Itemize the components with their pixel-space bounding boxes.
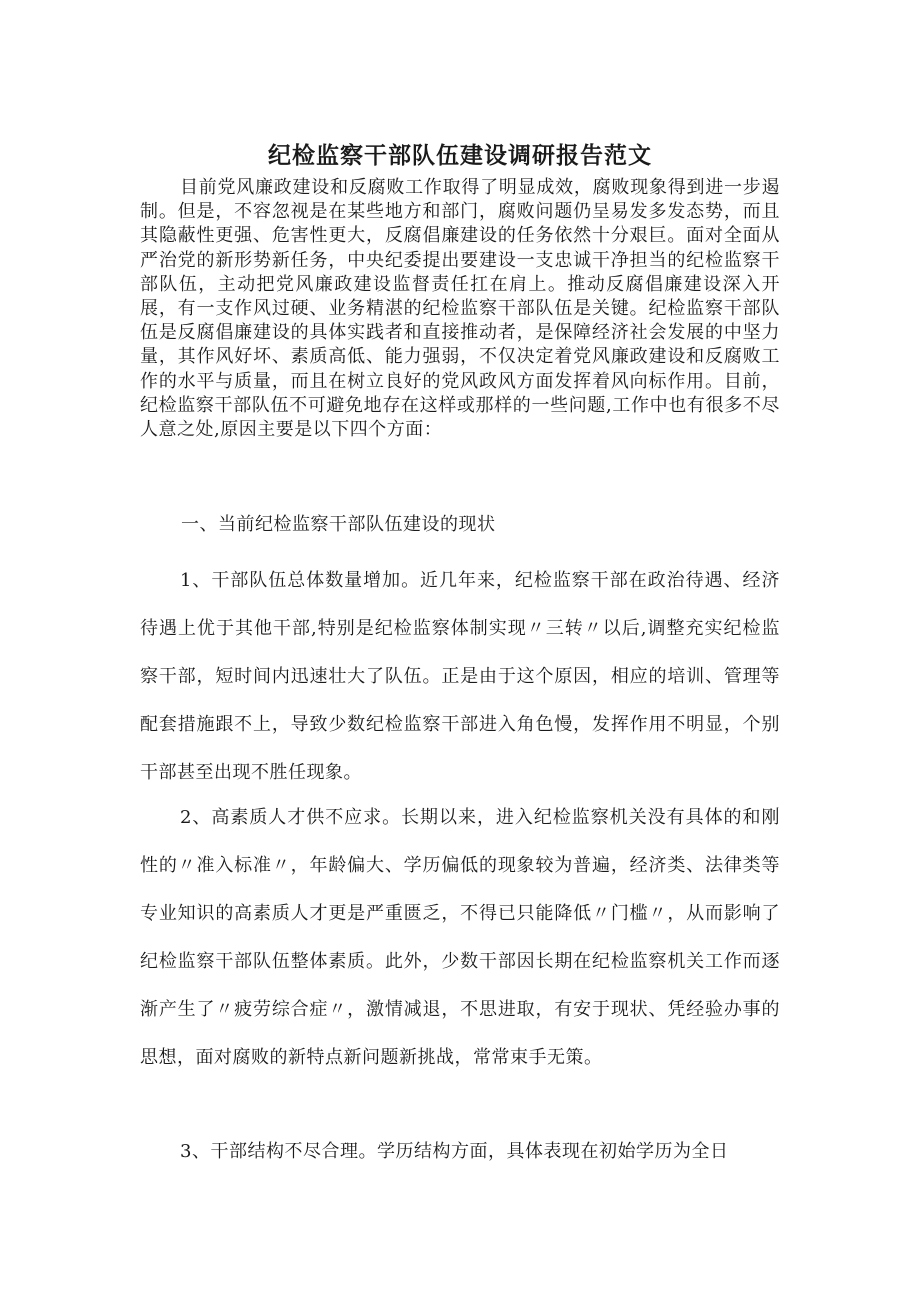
section-heading: 一、当前纪检监察干部队伍建设的现状 [181, 514, 496, 535]
body-paragraph: 2、高素质人才供不应求。长期以来，进入纪检监察机关没有具体的和刚性的〃准入标准〃，年龄偏大、学历偏低的现象较为普遍，经济类、法律类等专业知识的高素质人才更是严重匮乏，不得已只能降低〃门槛〃，从而影响了纪检监察干部队伍整体素质。此外，少数干部因长期在纪检监察机关工作而逐渐产生了〃疲劳综合症〃，激情减退，不思进取，有安于现状、凭经验办事的思想，面对腐败的新特点新问题新挑战，常常束手无策。 [140, 807, 780, 1068]
intro-paragraph: 目前党风廉政建设和反腐败工作取得了明显成效，腐败现象得到进一步遏制。但是，不容忽视是在某些地方和部门，腐败问题仍呈易发多发态势，而且其隐蔽性更强、危害性更大，反腐倡廉建设的任务依然十分艰巨。面对全面从严治党的新形势新任务，中央纪委提出要建设一支忠诚干净担当的纪检监察干部队伍，主动把党风廉政建设监督责任扛在肩上。推动反腐倡廉建设深入开展，有一支作风过硬、业务精湛的纪检监察干部队伍是关键。纪检监察干部队伍是反腐倡廉建设的具体实践者和直接推动者，是保障经济社会发展的中坚力量，其作风好坏、素质高低、能力强弱，不仅决定着党风廉政建设和反腐败工作的水平与质量，而且在树立良好的党风政风方面发挥着风向标作用。目前，纪检监察干部队伍不可避免地存在这样或那样的一些问题,工作中也有很多不尽人意之处,原因主要是以下四个方面： [140, 177, 780, 441]
document-title: 纪检监察干部队伍建设调研报告范文 [268, 143, 652, 170]
body-paragraph: 3、干部结构不尽合理。学历结构方面，具体表现在初始学历为全日 [180, 1141, 729, 1162]
body-paragraph: 1、干部队伍总体数量增加。近几年来，纪检监察干部在政治待遇、经济待遇上优于其他干部,特别是纪检监察体制实现〃三转〃以后,调整充实纪检监察干部，短时间内迅速壮大了队伍。正是由于这个原因，相应的培训、管理等配套措施跟不上，导致少数纪检监察干部进入角色慢，发挥作用不明显，个别干部甚至出现不胜任现象。 [140, 570, 780, 783]
